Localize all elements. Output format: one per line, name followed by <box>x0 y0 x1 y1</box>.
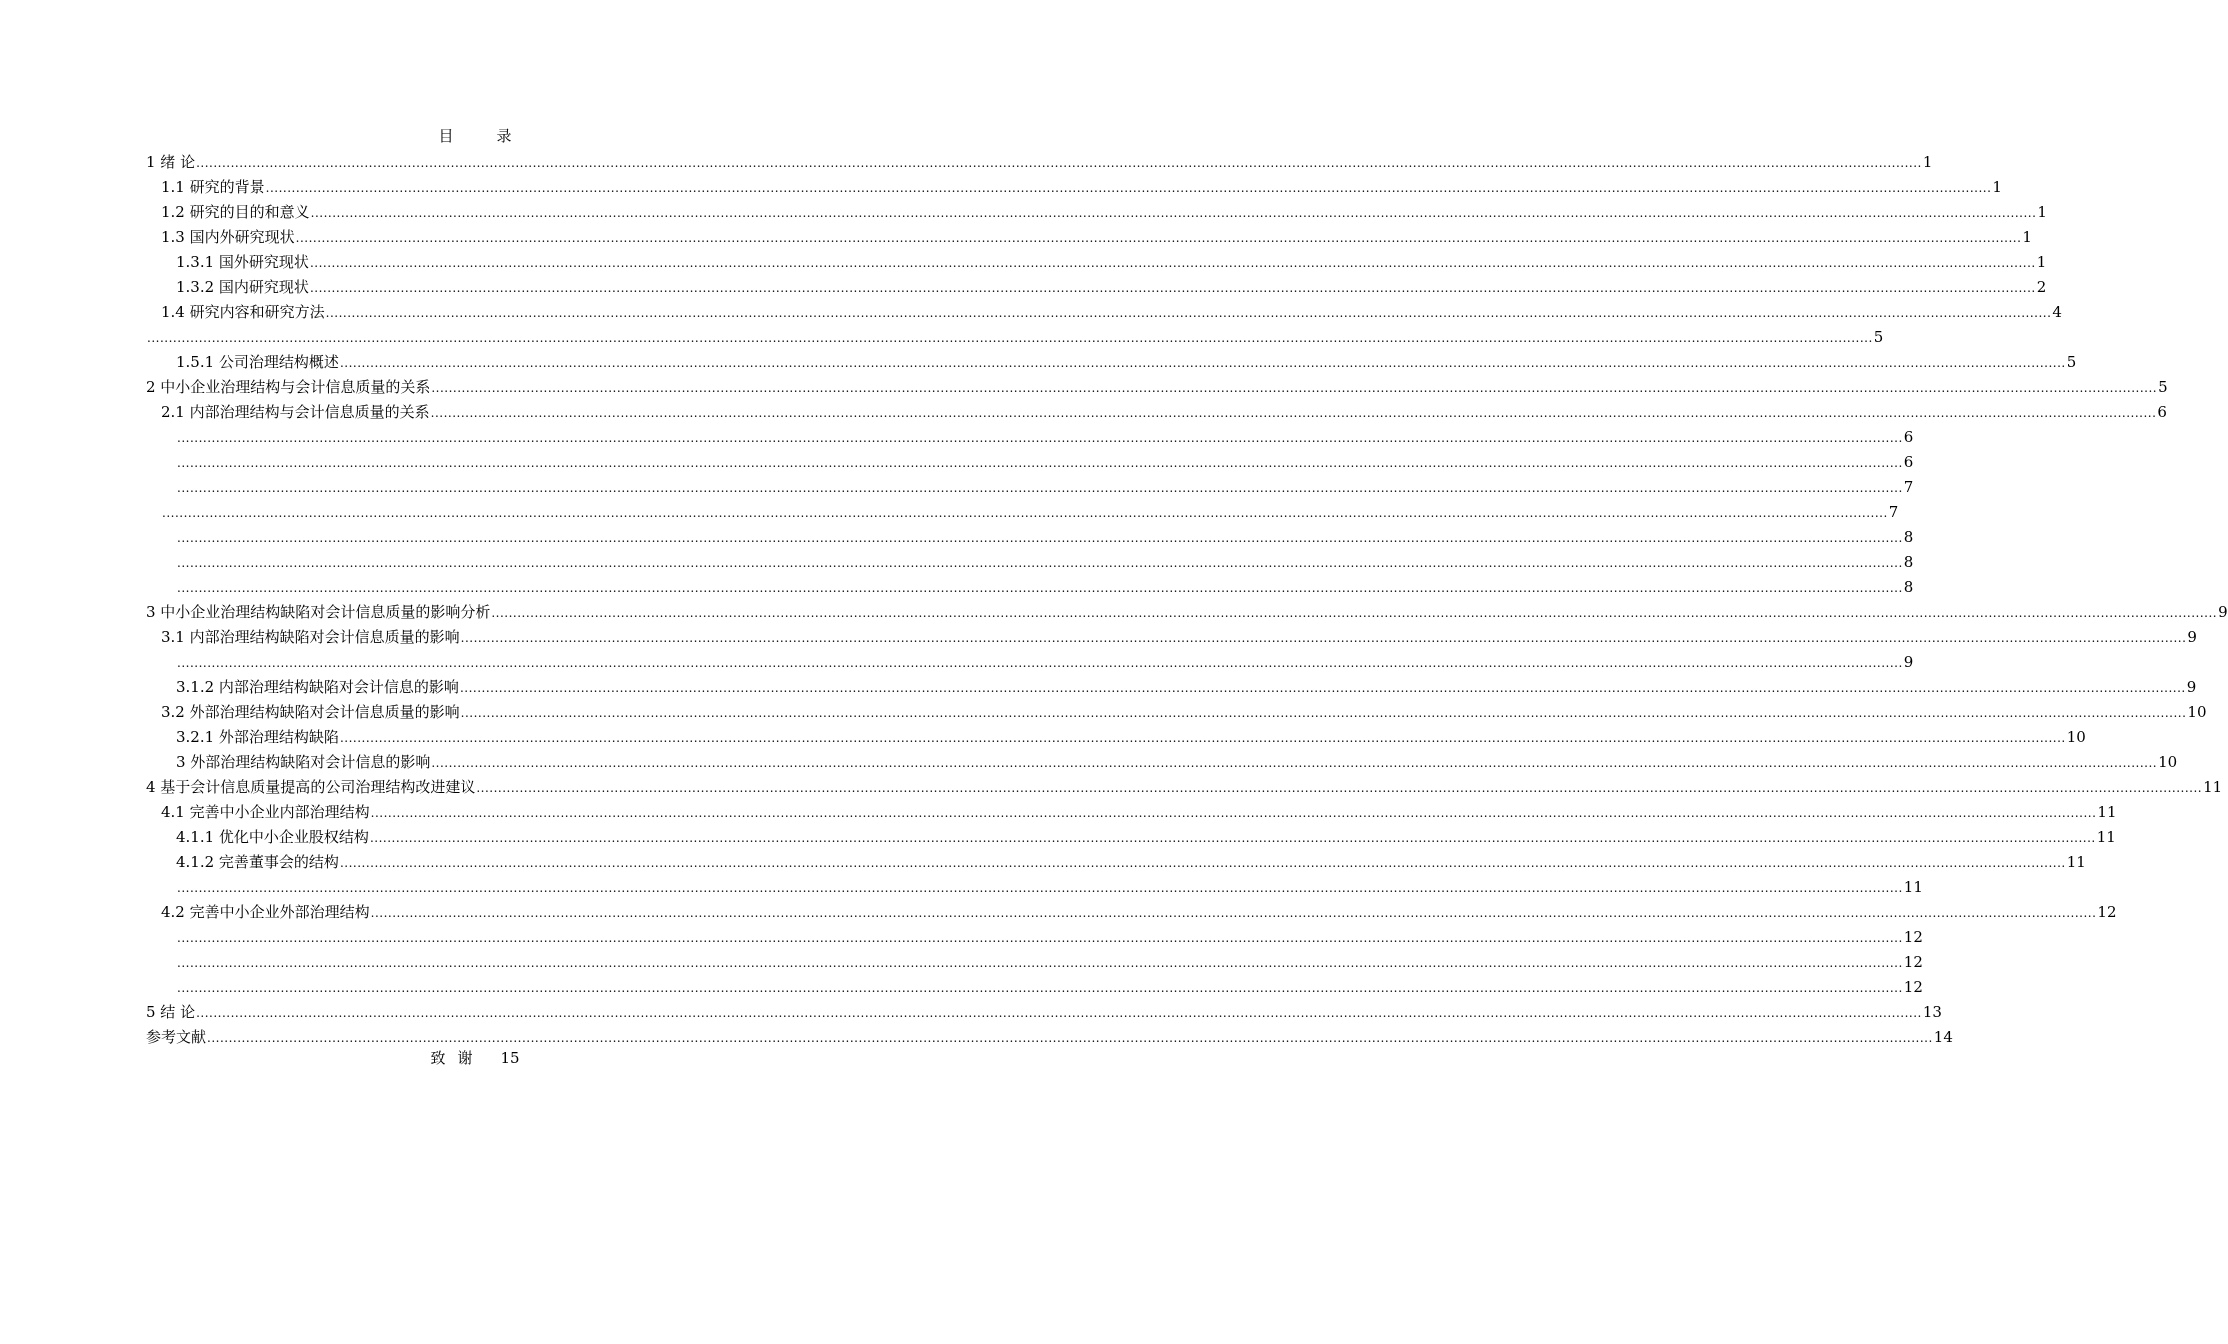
toc-entry-page: 11 <box>2097 803 2117 821</box>
toc-entry-page: 11 <box>2066 853 2086 871</box>
toc-entry[interactable] <box>146 900 2117 925</box>
toc-leader-dots: ................................................................................................................................................................................................................................................................................................................................................................................................................ <box>339 856 2066 870</box>
toc-entry-text: 4.1.1 优化中小企业股权结构 <box>176 828 369 846</box>
toc-entry[interactable] <box>146 650 1914 675</box>
toc-entry-page: 11 <box>2203 778 2223 796</box>
toc-entry-page: 9 <box>2218 603 2228 621</box>
toc-entry-text: 3.1 内部治理结构缺陷对会计信息质量的影响 <box>161 628 460 646</box>
acknowledgements-entry[interactable] <box>0 1047 950 1069</box>
toc-entry-page: 13 <box>1922 1003 1942 1021</box>
toc-entry[interactable] <box>146 625 2197 650</box>
toc-entry-text: 1.1 研究的背景 <box>161 178 265 196</box>
toc-entry[interactable] <box>146 725 2086 750</box>
toc-entry-page: 7 <box>1888 503 1899 521</box>
toc-entry-page: 5 <box>1873 328 1884 346</box>
toc-leader-dots: ................................................................................................................................................................................................................................................................................................................................................................................................................ <box>177 481 1903 495</box>
toc-entry-text: 1.2 研究的目的和意义 <box>161 203 310 221</box>
toc-entry-text: 4.2 完善中小企业外部治理结构 <box>161 903 370 921</box>
toc-entry[interactable] <box>146 450 1914 475</box>
toc-leader-dots: ................................................................................................................................................................................................................................................................................................................................................................................................................ <box>177 581 1903 595</box>
toc-entry-page: 12 <box>1903 953 1923 971</box>
acknowledgements-page: 15 <box>500 1049 520 1067</box>
toc-leader-dots: ................................................................................................................................................................................................................................................................................................................................................................................................................ <box>309 256 2036 270</box>
toc-leader-dots: ................................................................................................................................................................................................................................................................................................................................................................................................................ <box>310 206 2037 220</box>
toc-leader-dots: ................................................................................................................................................................................................................................................................................................................................................................................................................ <box>177 531 1903 545</box>
toc-entry[interactable] <box>146 475 1914 500</box>
toc-entry-page: 5 <box>2066 353 2077 371</box>
toc-leader-dots: ................................................................................................................................................................................................................................................................................................................................................................................................................ <box>177 881 1903 895</box>
toc-entry-page: 9 <box>2187 628 2197 646</box>
toc-entry-text: 1.4 研究内容和研究方法 <box>161 303 325 321</box>
toc-entry-page: 1 <box>1922 153 1933 171</box>
toc-entry[interactable] <box>146 750 2178 775</box>
toc-entry[interactable] <box>146 800 2117 825</box>
toc-leader-dots: ................................................................................................................................................................................................................................................................................................................................................................................................................ <box>265 181 1992 195</box>
toc-leader-dots: ................................................................................................................................................................................................................................................................................................................................................................................................................ <box>460 706 2187 720</box>
toc-entry-page: 7 <box>1903 478 1914 496</box>
toc-leader-dots: ................................................................................................................................................................................................................................................................................................................................................................................................................ <box>370 906 2097 920</box>
toc-entry-page: 6 <box>2157 403 2167 421</box>
toc-leader-dots: ................................................................................................................................................................................................................................................................................................................................................................................................................ <box>196 1006 1922 1020</box>
toc-entry[interactable] <box>146 350 2077 375</box>
toc-entry-page: 12 <box>1903 978 1923 996</box>
toc-leader-dots: ................................................................................................................................................................................................................................................................................................................................................................................................................ <box>460 631 2187 645</box>
toc-entry-text: 3 外部治理结构缺陷对会计信息的影响 <box>176 753 431 771</box>
toc-entry-page: 11 <box>2096 828 2116 846</box>
toc-leader-dots: ................................................................................................................................................................................................................................................................................................................................................................................................................ <box>147 331 1873 345</box>
toc-entry[interactable] <box>146 375 2168 400</box>
toc-entry-text: 4 基于会计信息质量提高的公司治理结构改进建议 <box>146 778 476 796</box>
toc-entry-text: 3.2.1 外部治理结构缺陷 <box>176 728 339 746</box>
toc-entry-page: 9 <box>1903 653 1914 671</box>
toc-entry[interactable] <box>146 325 1884 350</box>
toc-entry-text: 1.5.1 公司治理结构概述 <box>176 353 339 371</box>
toc-entry[interactable] <box>146 875 1923 900</box>
toc-entry[interactable] <box>146 275 2047 300</box>
toc-entry-page: 6 <box>1903 428 1914 446</box>
toc-entry-page: 10 <box>2158 753 2178 771</box>
toc-entry-page: 12 <box>1903 928 1923 946</box>
toc-entry[interactable] <box>146 575 1914 600</box>
toc-entry-text: 5 结 论 <box>146 1003 196 1021</box>
toc-leader-dots: ................................................................................................................................................................................................................................................................................................................................................................................................................ <box>207 1031 1933 1045</box>
toc-entry[interactable] <box>146 250 2047 275</box>
toc-entry[interactable] <box>146 300 2062 325</box>
toc-entry-text: 4.1 完善中小企业内部治理结构 <box>161 803 370 821</box>
toc-entry[interactable] <box>146 200 2047 225</box>
toc-leader-dots: ................................................................................................................................................................................................................................................................................................................................................................................................................ <box>177 656 1903 670</box>
toc-entry-text: 3 中小企业治理结构缺陷对会计信息质量的影响分析 <box>146 603 491 621</box>
toc-entry-page: 8 <box>1903 553 1914 571</box>
toc-leader-dots: ................................................................................................................................................................................................................................................................................................................................................................................................................ <box>177 456 1903 470</box>
toc-entry[interactable] <box>146 225 2032 250</box>
toc-entry-text: 1.3 国内外研究现状 <box>161 228 295 246</box>
toc-leader-dots: ................................................................................................................................................................................................................................................................................................................................................................................................................ <box>309 281 2036 295</box>
toc-entry-page: 2 <box>2036 278 2047 296</box>
toc-entry[interactable] <box>146 600 2228 625</box>
toc-entry-page: 8 <box>1903 578 1914 596</box>
toc-entry[interactable] <box>146 525 1914 550</box>
toc-leader-dots: ................................................................................................................................................................................................................................................................................................................................................................................................................ <box>177 431 1903 445</box>
toc-entry-page: 1 <box>1992 178 2002 196</box>
toc-entry-text: 1.3.1 国外研究现状 <box>176 253 309 271</box>
toc-leader-dots: ................................................................................................................................................................................................................................................................................................................................................................................................................ <box>162 506 1888 520</box>
toc-entry-page: 6 <box>1903 453 1914 471</box>
toc-leader-dots: ................................................................................................................................................................................................................................................................................................................................................................................................................ <box>431 381 2158 395</box>
toc-leader-dots: ................................................................................................................................................................................................................................................................................................................................................................................................................ <box>431 756 2158 770</box>
toc-entry-text: 2.1 内部治理结构与会计信息质量的关系 <box>161 403 430 421</box>
toc-entry-page: 11 <box>1903 878 1923 896</box>
toc-entry[interactable] <box>146 1000 1942 1025</box>
toc-leader-dots: ................................................................................................................................................................................................................................................................................................................................................................................................................ <box>339 731 2066 745</box>
toc-entry-text: 参考文献 <box>146 1028 207 1046</box>
table-of-contents <box>146 150 2228 1050</box>
toc-entry-page: 12 <box>2097 903 2117 921</box>
toc-entry-page: 1 <box>2036 253 2047 271</box>
toc-leader-dots: ................................................................................................................................................................................................................................................................................................................................................................................................................ <box>459 681 2186 695</box>
toc-leader-dots: ................................................................................................................................................................................................................................................................................................................................................................................................................ <box>339 356 2066 370</box>
toc-entry-page: 9 <box>2186 678 2197 696</box>
toc-entry[interactable] <box>146 775 2223 800</box>
toc-entry[interactable] <box>146 700 2207 725</box>
toc-entry-page: 4 <box>2052 303 2062 321</box>
toc-entry-page: 14 <box>1933 1028 1953 1046</box>
toc-entry-page: 10 <box>2066 728 2086 746</box>
toc-entry[interactable] <box>146 500 1899 525</box>
toc-entry[interactable] <box>146 400 2167 425</box>
toc-entry[interactable] <box>146 150 1933 175</box>
toc-entry-text: 1 绪 论 <box>146 153 196 171</box>
toc-entry-page: 1 <box>2037 203 2047 221</box>
toc-entry-text: 4.1.2 完善董事会的结构 <box>176 853 339 871</box>
toc-leader-dots: ................................................................................................................................................................................................................................................................................................................................................................................................................ <box>491 606 2218 620</box>
toc-leader-dots: ................................................................................................................................................................................................................................................................................................................................................................................................................ <box>430 406 2157 420</box>
acknowledgements-label: 致谢 <box>430 1049 485 1067</box>
toc-entry-text: 3.2 外部治理结构缺陷对会计信息质量的影响 <box>161 703 460 721</box>
toc-entry-page: 8 <box>1903 528 1914 546</box>
toc-leader-dots: ................................................................................................................................................................................................................................................................................................................................................................................................................ <box>325 306 2052 320</box>
toc-entry[interactable] <box>146 425 1914 450</box>
toc-entry-text: 2 中小企业治理结构与会计信息质量的关系 <box>146 378 431 396</box>
toc-entry[interactable] <box>146 825 2116 850</box>
toc-entry-text: 3.1.2 内部治理结构缺陷对会计信息的影响 <box>176 678 459 696</box>
toc-entry-page: 1 <box>2022 228 2032 246</box>
toc-entry[interactable] <box>146 675 2197 700</box>
toc-leader-dots: ................................................................................................................................................................................................................................................................................................................................................................................................................ <box>476 781 2203 795</box>
toc-leader-dots: ................................................................................................................................................................................................................................................................................................................................................................................................................ <box>177 931 1903 945</box>
toc-title: 目 录 <box>438 127 526 145</box>
toc-entry-text: 1.3.2 国内研究现状 <box>176 278 309 296</box>
toc-leader-dots: ................................................................................................................................................................................................................................................................................................................................................................................................................ <box>370 806 2097 820</box>
toc-leader-dots: ................................................................................................................................................................................................................................................................................................................................................................................................................ <box>295 231 2022 245</box>
toc-entry[interactable] <box>146 550 1914 575</box>
toc-leader-dots: ................................................................................................................................................................................................................................................................................................................................................................................................................ <box>177 981 1903 995</box>
toc-leader-dots: ................................................................................................................................................................................................................................................................................................................................................................................................................ <box>177 556 1903 570</box>
toc-entry[interactable] <box>146 850 2086 875</box>
toc-entry[interactable] <box>146 975 1923 1000</box>
toc-entry[interactable] <box>146 950 1923 975</box>
toc-leader-dots: ................................................................................................................................................................................................................................................................................................................................................................................................................ <box>369 831 2096 845</box>
toc-leader-dots: ................................................................................................................................................................................................................................................................................................................................................................................................................ <box>196 156 1922 170</box>
toc-entry[interactable] <box>146 925 1923 950</box>
toc-entry[interactable] <box>146 175 2002 200</box>
toc-leader-dots: ................................................................................................................................................................................................................................................................................................................................................................................................................ <box>177 956 1903 970</box>
toc-entry-page: 10 <box>2187 703 2207 721</box>
toc-entry-page: 5 <box>2158 378 2168 396</box>
